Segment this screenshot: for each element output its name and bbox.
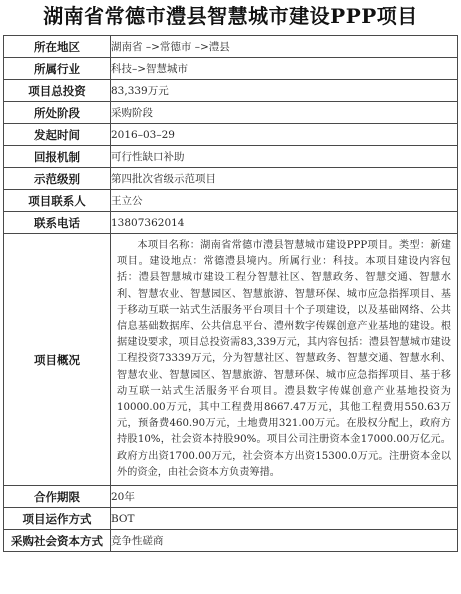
project-info-table xyxy=(3,35,458,552)
row-label: 回报机制 xyxy=(4,146,111,168)
row-value: BOT xyxy=(111,508,458,530)
table-row-total-investment xyxy=(4,80,458,102)
table-row-stage xyxy=(4,102,458,124)
row-label: 项目概况 xyxy=(4,234,111,486)
table-row-operation-mode xyxy=(4,508,458,530)
overview-cell xyxy=(111,234,458,486)
row-label: 合作期限 xyxy=(4,486,111,508)
row-label: 所属行业 xyxy=(4,58,111,80)
table-row-term xyxy=(4,486,458,508)
row-label: 项目运作方式 xyxy=(4,508,111,530)
row-label: 项目联系人 xyxy=(4,190,111,212)
row-value: 科技–>智慧城市 xyxy=(111,58,458,80)
table-row-return-mechanism xyxy=(4,146,458,168)
table-row-region xyxy=(4,36,458,58)
row-label: 采购社会资本方式 xyxy=(4,530,111,552)
table-row-launch-date xyxy=(4,124,458,146)
row-value: 20年 xyxy=(111,486,458,508)
row-label: 项目总投资 xyxy=(4,80,111,102)
row-label: 发起时间 xyxy=(4,124,111,146)
table-row-phone xyxy=(4,212,458,234)
row-value: 13807362014 xyxy=(111,212,458,234)
row-label: 所处阶段 xyxy=(4,102,111,124)
row-value: 湖南省 –>常德市 –>澧县 xyxy=(111,36,458,58)
row-value: 王立公 xyxy=(111,190,458,212)
table-row-overview xyxy=(4,234,458,486)
row-label: 联系电话 xyxy=(4,212,111,234)
row-label: 所在地区 xyxy=(4,36,111,58)
row-label: 示范级别 xyxy=(4,168,111,190)
table-row-industry xyxy=(4,58,458,80)
row-value: 第四批次省级示范项目 xyxy=(111,168,458,190)
row-value: 采购阶段 xyxy=(111,102,458,124)
row-value: 可行性缺口补助 xyxy=(111,146,458,168)
table-row-contact xyxy=(4,190,458,212)
table-row-demo-level xyxy=(4,168,458,190)
table-row-procurement-method xyxy=(4,530,458,552)
project-overview-text: 本项目名称：湖南省常德市澧县智慧城市建设PPP项目。类型：新建项目。建设地点：常德澧县境内。所属行业：科技。本项目建设内容包括：澧县智慧城市建设工程分智慧社区、智慧政务、智慧交通、智慧水利、智慧农业、智慧园区、智慧旅游、智慧环保、城市应急指挥项目、基于移动互联一站式生活服务平台项目十个子项建设，以及基础网络、公共信息基础数据库、公共信息平台、澧州数字传媒创意产业基地的建设。根据建设要求，项目总投资需83,339万元，其内容包括：澧县智慧城市建设工程投资73339万元，分为智慧社区、智慧政务、智慧交通、智慧水利、智慧农业、智慧园区、智慧旅游、智慧环保、城市应急指挥项目、基于移动互联一站式生活服务平台项目。澧县数字传媒创意产业基地投资为10000.00万元，其中工程费用8667.47万元，其他工程费用550.63万元，预备费460.90万元，土地费用321.00万元。在股权分配上，政府方持股10%，社会资本持股90%。项目公司注册资本金17000.00万亿元。政府方出资1700.00万元，社会资本方出资15300.0万元。注册资本金以外的资金，由社会资本方负责筹措。 xyxy=(117,240,451,478)
row-value: 83,339万元 xyxy=(111,80,458,102)
page-title: 湖南省常德市澧县智慧城市建设PPP项目 xyxy=(43,4,418,28)
row-value: 竞争性磋商 xyxy=(111,530,458,552)
row-value: 2016–03–29 xyxy=(111,124,458,146)
